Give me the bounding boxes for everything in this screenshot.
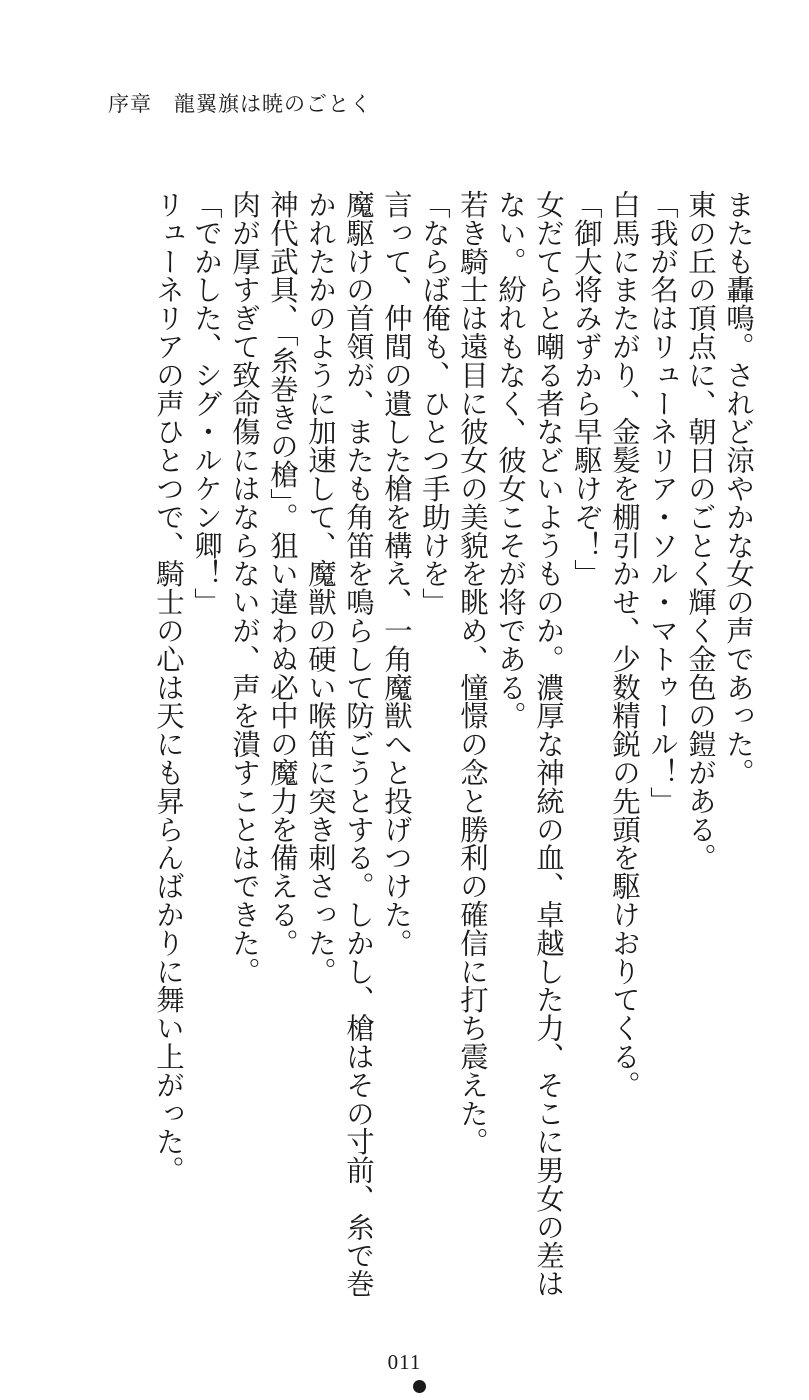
text-line: 神代武具、「糸巻きの槍」。狙い違わぬ必中の魔力を備える。 xyxy=(266,190,299,957)
text-line: ない。紛れもなく、彼女こそが将である。 xyxy=(494,190,527,730)
text-line: 「我が名はリューネリア・ソル・マトゥール！」 xyxy=(646,190,679,815)
running-header: 序章 龍翼旗は暁のごとく xyxy=(108,92,372,116)
text-line: 「御大将みずから早駆けぞ！」 xyxy=(570,190,603,588)
text-line: またも轟鳴。されど涼やかな女の声であった。 xyxy=(722,190,755,787)
text-line: 肉が厚すぎて致命傷にはならないが、声を潰すことはできた。 xyxy=(228,190,261,986)
text-line: 白馬にまたがり、金髪を棚引かせ、少数精鋭の先頭を駆けおりてくる。 xyxy=(608,190,641,1099)
text-line: 女だてらと嘲る者などいようものか。濃厚な神統の血、卓越した力、そこに男女の差は xyxy=(532,190,565,1298)
text-line: 魔駆けの首領が、またも角笛を鳴らして防ごうとする。しかし、槍はその寸前、糸で巻 xyxy=(342,190,375,1298)
text-line: リューネリアの声ひとつで、騎士の心は天にも昇らんばかりに舞い上がった。 xyxy=(152,190,185,1184)
text-line: 若き騎士は遠目に彼女の美貌を眺め、憧憬の念と勝利の確信に打ち震えた。 xyxy=(456,190,489,1156)
page-number: 011 xyxy=(387,1350,422,1374)
page-marker-dot xyxy=(413,1380,426,1393)
body-text xyxy=(37,190,757,1330)
text-line: 「ならば俺も、ひとつ手助けを」 xyxy=(418,190,451,616)
text-line: 東の丘の頂点に、朝日のごとく輝く金色の鎧がある。 xyxy=(684,190,717,872)
text-line: 「でかした、シグ・ルケン卿！」 xyxy=(190,190,223,616)
text-line: かれたかのように加速して、魔獣の硬い喉笛に突き刺さった。 xyxy=(304,190,337,986)
text-line: 言って、仲間の遺した槍を構え、一角魔獣へと投げつけた。 xyxy=(380,190,413,957)
